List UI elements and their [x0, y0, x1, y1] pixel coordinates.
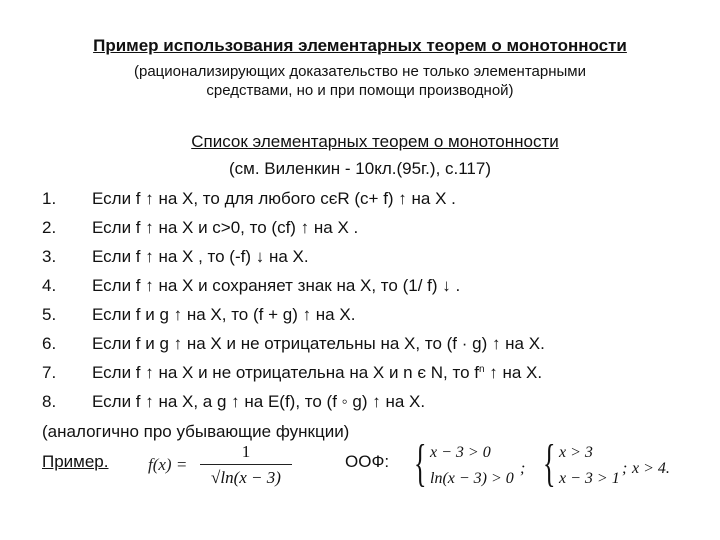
- list-item-6: [42, 334, 545, 354]
- list-item-text: Если f ↑ на X и не отрицательна на X и n є N, то f: [92, 363, 479, 382]
- list-item-text-tail: ↑ на X.: [484, 363, 543, 382]
- domain-label: ООФ:: [345, 452, 390, 471]
- fraction-numerator: 1: [241, 442, 251, 461]
- left-brace-icon: {: [543, 435, 556, 492]
- system-2-line-1: x > 3: [559, 444, 593, 461]
- list-item-number: 2.: [42, 218, 57, 237]
- list-title: [0, 132, 720, 152]
- list-item-4: [42, 276, 460, 296]
- list-item-text: Если f и g ↑ на X, то (f + g) ↑ на X.: [92, 305, 356, 324]
- system-2-line-2: x − 3 > 1: [559, 470, 620, 487]
- list-item-text: Если f и g ↑ на X и не отрицательны на X, то (f · g) ↑ на X.: [92, 334, 545, 353]
- fraction-denominator: √ln(x − 3): [211, 468, 281, 487]
- list-item-number: 7.: [42, 363, 57, 382]
- formula-fraction: [200, 442, 292, 488]
- list-item-text: Если f ↑ на X , то (-f) ↓ на X.: [92, 247, 309, 266]
- list-item-5: [42, 305, 355, 325]
- list-item-1: [42, 189, 456, 209]
- list-item-text: Если f ↑ на X, а g ↑ на E(f), то (f ◦ g) ↑ на X.: [92, 392, 426, 411]
- list-item-number: 8.: [42, 392, 57, 411]
- list-item-number: 3.: [42, 247, 57, 266]
- list-source: (см. Виленкин - 10кл.(95г.), с.117): [228, 159, 491, 178]
- list-item-2: [42, 218, 358, 238]
- list-item-number: 6.: [42, 334, 57, 353]
- list-item-text: Если f ↑ на X и c>0, то (cf) ↑ на X .: [92, 218, 359, 237]
- list-item-number: 4.: [42, 276, 57, 295]
- list-item-number: 5.: [42, 305, 57, 324]
- system-1-line-2: ln(x − 3) > 0: [430, 470, 514, 487]
- subtitle-line-1: (рационализирующих доказательство не только элементарными: [134, 63, 586, 80]
- system-1-line-1: x − 3 > 0: [430, 444, 491, 461]
- formula-lhs: f(x) =: [148, 455, 188, 474]
- system-2-separator: ;: [622, 460, 628, 477]
- exponent-n: n: [478, 364, 485, 375]
- list-item-8: [42, 392, 425, 412]
- list-item-7: [42, 363, 542, 383]
- note-decreasing: (аналогично про убывающие функции): [42, 422, 350, 441]
- list-item-number: 1.: [42, 189, 57, 208]
- domain-answer: x > 4.: [632, 460, 670, 477]
- slide-title: [0, 36, 720, 56]
- slide-title-text: Пример использования элементарных теорем о монотонности: [93, 36, 627, 55]
- example-label: Пример.: [42, 452, 109, 471]
- subtitle-line-2: средствами, но и при помощи производной): [206, 82, 514, 99]
- left-brace-icon: {: [414, 435, 427, 492]
- system-1-separator: ;: [520, 460, 526, 477]
- slide-subtitle: [0, 62, 720, 100]
- list-item-text: Если f ↑ на X, то для любого cєR (c+ f) ↑ на X .: [92, 189, 456, 208]
- list-item-text: Если f ↑ на X и сохраняет знак на X, то (1/ f) ↓ .: [92, 276, 461, 295]
- list-item-3: [42, 247, 309, 267]
- list-title-text: Список элементарных теорем о монотонности: [191, 132, 559, 151]
